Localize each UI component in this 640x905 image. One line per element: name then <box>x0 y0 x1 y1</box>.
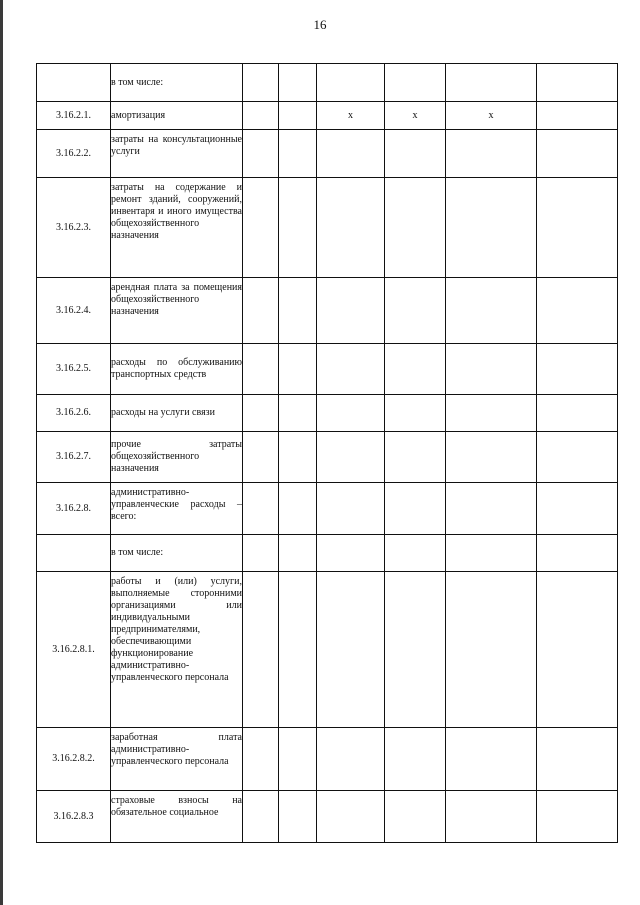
table-row <box>37 535 618 572</box>
scan-edge <box>0 0 3 905</box>
value-cell <box>385 130 446 178</box>
value-cell <box>385 791 446 843</box>
table-row <box>37 102 618 130</box>
value-cell <box>279 64 317 102</box>
table-row <box>37 728 618 791</box>
value-cell <box>243 791 279 843</box>
value-cell <box>279 344 317 395</box>
value-cell <box>446 130 537 178</box>
value-cell <box>243 64 279 102</box>
value-cell <box>385 64 446 102</box>
value-cell <box>243 535 279 572</box>
value-cell <box>537 278 618 344</box>
row-code: 3.16.2.8. <box>37 483 111 535</box>
value-cell <box>279 102 317 130</box>
value-cell <box>243 395 279 432</box>
table-row <box>37 278 618 344</box>
value-cell <box>243 572 279 728</box>
row-description: затраты на консультационные услуги <box>111 130 243 178</box>
table-row <box>37 572 618 728</box>
row-code <box>37 535 111 572</box>
value-cell <box>317 572 385 728</box>
value-cell <box>537 432 618 483</box>
value-cell <box>385 572 446 728</box>
value-cell <box>317 395 385 432</box>
table-row <box>37 178 618 278</box>
value-cell <box>243 278 279 344</box>
value-cell <box>446 64 537 102</box>
value-cell: x <box>385 102 446 130</box>
row-description: работы и (или) услуги, выполняемые сторонними организациями или индивидуальными предпринимателями, обеспечивающими функционирование административно-управленческого персонала <box>111 572 243 728</box>
table-row <box>37 64 618 102</box>
value-cell: x <box>446 102 537 130</box>
value-cell <box>279 432 317 483</box>
row-description: арендная плата за помещения общехозяйственного назначения <box>111 278 243 344</box>
row-description: в том числе: <box>111 64 243 102</box>
row-description: расходы на услуги связи <box>111 395 243 432</box>
value-cell <box>317 344 385 395</box>
value-cell <box>446 278 537 344</box>
value-cell <box>446 344 537 395</box>
value-cell <box>243 728 279 791</box>
value-cell <box>279 535 317 572</box>
value-cell <box>385 178 446 278</box>
table-row <box>37 344 618 395</box>
table-row <box>37 432 618 483</box>
row-code: 3.16.2.3. <box>37 178 111 278</box>
row-code: 3.16.2.2. <box>37 130 111 178</box>
table-row <box>37 791 618 843</box>
value-cell <box>243 432 279 483</box>
value-cell <box>317 483 385 535</box>
value-cell <box>279 791 317 843</box>
value-cell <box>279 278 317 344</box>
row-code: 3.16.2.8.2. <box>37 728 111 791</box>
row-description: затраты на содержание и ремонт зданий, сооружений, инвентаря и иного имущества общехозяйственного назначения <box>111 178 243 278</box>
value-cell <box>537 395 618 432</box>
value-cell <box>446 178 537 278</box>
value-cell <box>279 130 317 178</box>
value-cell <box>446 432 537 483</box>
value-cell <box>243 483 279 535</box>
value-cell: x <box>317 102 385 130</box>
value-cell <box>537 344 618 395</box>
row-description: в том числе: <box>111 535 243 572</box>
value-cell <box>385 344 446 395</box>
value-cell <box>317 130 385 178</box>
value-cell <box>317 728 385 791</box>
row-description: прочие затраты общехозяйственного назначения <box>111 432 243 483</box>
value-cell <box>279 728 317 791</box>
table-row <box>37 483 618 535</box>
row-description: страховые взносы на обязательное социальное <box>111 791 243 843</box>
value-cell <box>279 483 317 535</box>
value-cell <box>243 344 279 395</box>
row-description: административно-управленческие расходы – всего: <box>111 483 243 535</box>
table-row <box>37 395 618 432</box>
value-cell <box>385 483 446 535</box>
value-cell <box>317 535 385 572</box>
value-cell <box>446 791 537 843</box>
value-cell <box>537 178 618 278</box>
row-description: амортизация <box>111 102 243 130</box>
row-description: расходы по обслуживанию транспортных средств <box>111 344 243 395</box>
page-number: 16 <box>313 17 327 32</box>
value-cell <box>317 791 385 843</box>
value-cell <box>279 178 317 278</box>
value-cell <box>537 572 618 728</box>
table-row <box>37 130 618 178</box>
value-cell <box>537 483 618 535</box>
row-description: заработная плата административно-управленческого персонала <box>111 728 243 791</box>
value-cell <box>317 64 385 102</box>
row-code: 3.16.2.7. <box>37 432 111 483</box>
value-cell <box>537 791 618 843</box>
value-cell <box>243 178 279 278</box>
table-body <box>37 64 618 843</box>
value-cell <box>243 102 279 130</box>
value-cell <box>446 483 537 535</box>
value-cell <box>385 728 446 791</box>
value-cell <box>446 395 537 432</box>
row-code: 3.16.2.8.1. <box>37 572 111 728</box>
value-cell <box>537 64 618 102</box>
cost-table <box>36 63 618 843</box>
row-code: 3.16.2.5. <box>37 344 111 395</box>
value-cell <box>385 278 446 344</box>
value-cell <box>537 535 618 572</box>
row-code: 3.16.2.6. <box>37 395 111 432</box>
value-cell <box>446 728 537 791</box>
value-cell <box>279 395 317 432</box>
value-cell <box>385 535 446 572</box>
value-cell <box>446 535 537 572</box>
value-cell <box>537 130 618 178</box>
value-cell <box>385 432 446 483</box>
value-cell <box>537 728 618 791</box>
value-cell <box>243 130 279 178</box>
row-code: 3.16.2.1. <box>37 102 111 130</box>
value-cell <box>317 432 385 483</box>
value-cell <box>279 572 317 728</box>
value-cell <box>537 102 618 130</box>
value-cell <box>385 395 446 432</box>
value-cell <box>317 178 385 278</box>
row-code: 3.16.2.4. <box>37 278 111 344</box>
row-code: 3.16.2.8.3 <box>37 791 111 843</box>
value-cell <box>317 278 385 344</box>
value-cell <box>446 572 537 728</box>
row-code <box>37 64 111 102</box>
